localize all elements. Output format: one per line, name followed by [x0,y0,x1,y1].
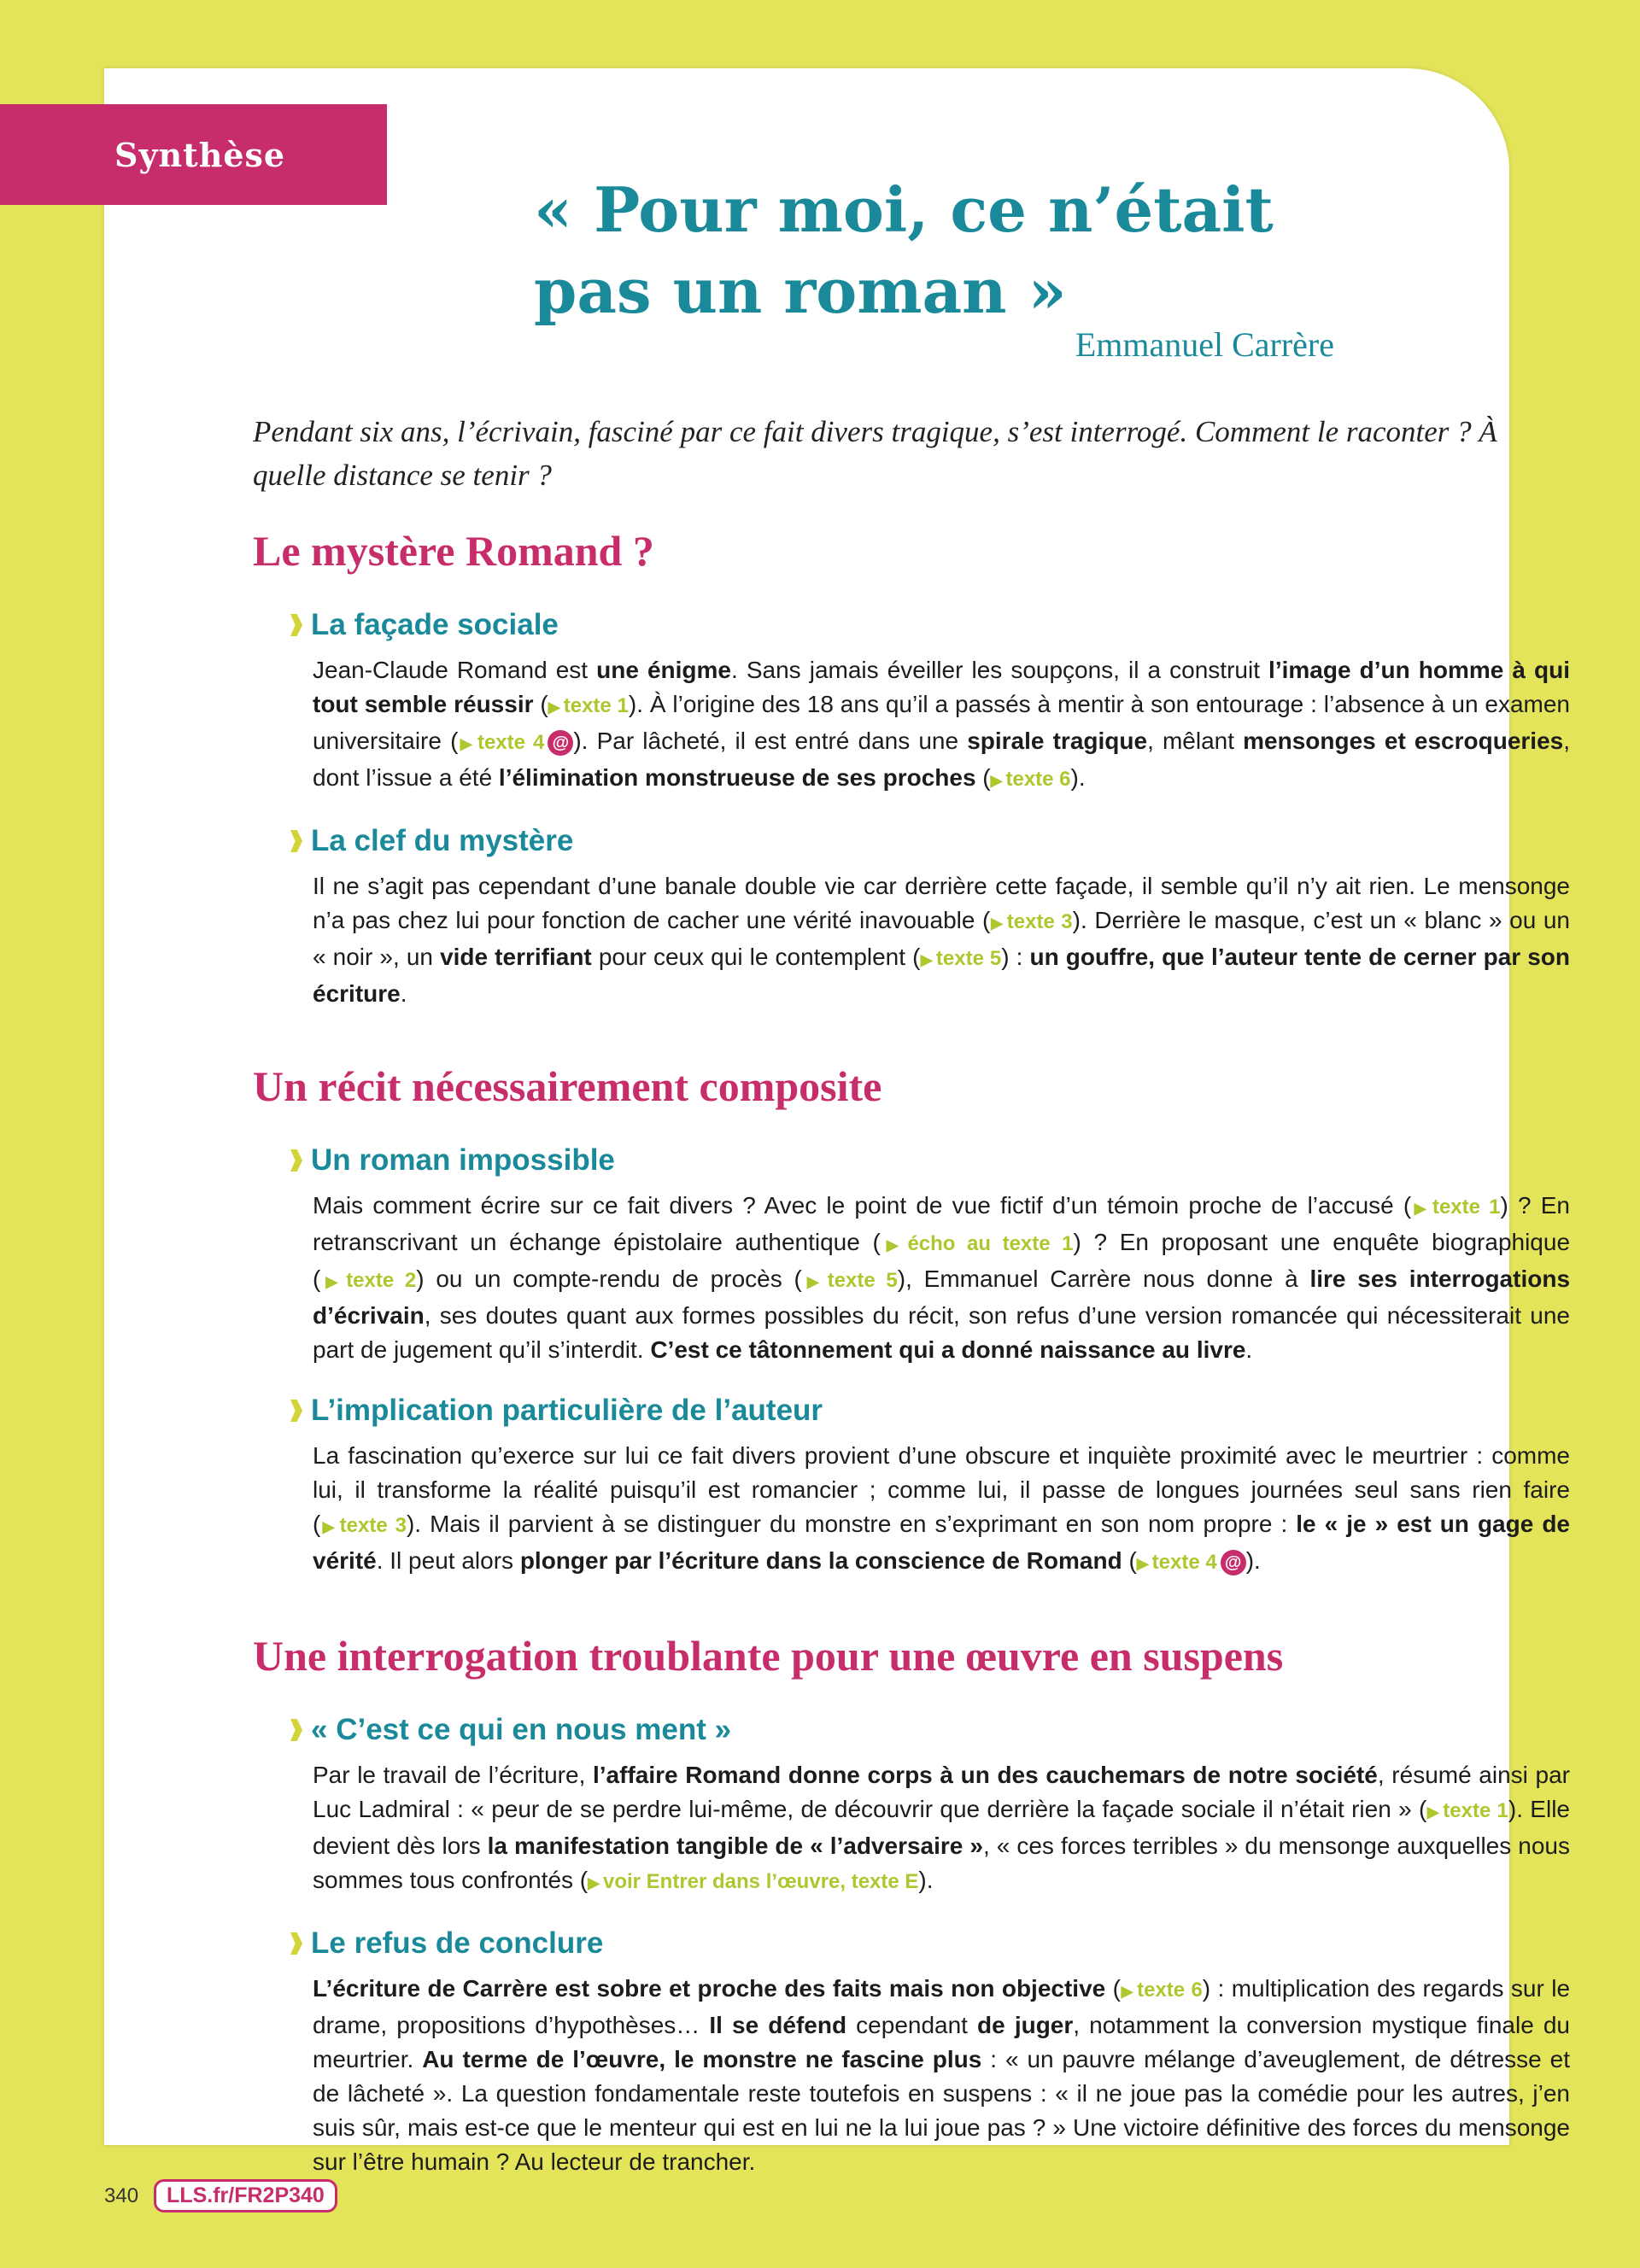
chevron-marker-icon [290,614,302,636]
subsection [313,1922,1570,2179]
chevron-marker-icon [290,1719,302,1741]
subsection [313,1389,1570,1581]
section [253,517,1570,1011]
play-arrow-icon: ▶ [880,1236,905,1254]
bold-text: plonger par l’écriture dans la conscience de Romand [519,1547,1122,1574]
play-arrow-icon: ▶ [548,699,560,716]
bold-text: l’image d’un homme à qui tout semble réussir [313,657,1570,717]
cross-reference-link[interactable] [920,947,1001,970]
section [253,1622,1570,2179]
cross-reference-link[interactable] [548,694,629,717]
cross-reference-label: texte 3 [339,1514,407,1537]
bold-text: Au terme de l’œuvre, le monstre ne fascine plus [422,2046,982,2072]
intro-text: Pendant six ans, l’écrivain, fasciné par ce fait divers tragique, s’est interrogé. Comment le raconter ? À quelle distance se tenir ? [253,415,1497,492]
section-tag: Synthèse [0,104,387,205]
cross-reference-link[interactable] [320,1514,407,1537]
cross-reference-label: texte 6 [1137,1979,1203,2002]
play-arrow-icon: ▶ [1426,1803,1440,1821]
subsection-title-text: Un roman impossible [311,1143,615,1177]
cross-reference-label: texte 6 [1005,768,1071,791]
cross-reference-label: écho au texte 1 [907,1232,1074,1255]
play-arrow-icon: ▶ [990,915,1004,932]
resource-link[interactable]: LLS.fr/FR2P340 [154,2179,337,2212]
section [253,1052,1570,1581]
play-arrow-icon: ▶ [990,772,1003,789]
chevron-marker-icon [290,830,302,852]
subsection-title [313,1389,1570,1432]
page-footer [104,2179,337,2212]
cross-reference-label: texte 1 [563,694,629,717]
cross-reference-link[interactable] [458,731,544,754]
cross-reference-label: texte 3 [1006,910,1073,933]
cross-reference-link[interactable] [1411,1195,1500,1219]
cross-reference-link[interactable] [802,1269,898,1292]
cross-reference-link[interactable] [1121,1979,1203,2002]
cross-reference-link[interactable] [320,1269,416,1292]
subsection-title-text: « C’est ce qui en nous ment » [311,1713,732,1746]
chevron-marker-icon [290,1932,302,1955]
subsection-title [313,1709,1570,1751]
subsection-paragraph: Jean-Claude Romand est une énigme. Sans jamais éveiller les soupçons, il a construit l’image d’un homme à qui tout semble réussir (▶ texte 1). À l’origine des 18 ans qu’il a passés à mentir à son entourage : l’absence à un examen universitaire (▶ texte 4 @ ). Par lâcheté, il est entré dans une spirale tragique, mêlant mensonges et escroqueries, dont l’issue a été l’élimination monstrueuse de ses proches (▶ texte 6). [313,657,1571,791]
bold-text: L’écriture de Carrère est sobre et proche des faits mais non objective [313,1975,1106,2002]
bold-text: une énigme [596,657,732,683]
online-resource-icon[interactable]: @ [548,730,573,756]
play-arrow-icon: ▶ [588,1874,600,1891]
subsection-title-text: La clef du mystère [311,824,574,857]
synthesis-content [253,517,1570,2201]
bold-text: Il se défend [709,2012,847,2038]
section-title: Une interrogation troublante pour une œuvre en suspens [253,1632,1284,1680]
cross-reference-label: texte 1 [1443,1799,1508,1822]
cross-reference-label: texte 4 [477,731,545,754]
subsection-title-text: La façade sociale [311,608,559,641]
subsection [313,820,1570,1011]
subsection-paragraph: Par le travail de l’écriture, l’affaire Romand donne corps à un des cauchemars de notre société, résumé ainsi par Luc Ladmiral : « peur de se perdre lui-même, de découvrir que derrière la façade sociale il n’était rien » (▶ texte 1). Elle devient dès lors la manifestation tangible de « l’adversaire », « ces forces terribles » du mensonge auxquelles nous sommes tous confrontés (▶ voir Entrer dans l’œuvre, texte E). [313,1762,1570,1893]
cross-reference-label: texte 4 [1151,1551,1217,1574]
bold-text: vide terrifiant [440,944,592,970]
subsection-paragraph: Il ne s’agit pas cependant d’une banale double vie car derrière cette façade, il semble qu’il n’y ait rien. Le mensonge n’a pas chez lui pour fonction de cacher une vérité inavouable (▶ texte 3). Derrière le masque, c’est un « blanc » ou un « noir », un vide terrifiant pour ceux qui le contemplent (▶ texte 5) : un gouffre, que l’auteur tente de cerner par son écriture. [313,873,1571,1007]
chevron-marker-icon [290,1400,302,1422]
title-line-1: « Pour moi, ce n’était [534,173,1274,246]
bold-text: un gouffre, que l’auteur tente de cerner par son écriture [313,944,1571,1007]
chevron-marker-icon [290,1149,302,1172]
cross-reference-link[interactable] [990,910,1072,933]
play-arrow-icon: ▶ [1120,1983,1134,2000]
bold-text: lire ses interrogations d’écrivain [313,1266,1571,1329]
online-resource-icon[interactable]: @ [1221,1550,1246,1575]
cross-reference-label: texte 2 [346,1269,417,1292]
subsection-title-text: Le refus de conclure [311,1926,604,1960]
bold-text: le « je » est un gage de vérité [313,1511,1570,1574]
subsection-title [313,1922,1570,1965]
play-arrow-icon: ▶ [320,1273,343,1290]
play-arrow-icon: ▶ [320,1518,337,1535]
play-arrow-icon: ▶ [1411,1200,1429,1217]
cross-reference-label: texte 5 [827,1269,898,1292]
cross-reference-link[interactable] [881,1232,1074,1255]
title-line-2: pas un roman » [534,254,1067,327]
bold-text: spirale tragique [967,728,1148,754]
subsection [313,1709,1570,1900]
subsection-title [313,604,1570,646]
subsection-paragraph: La fascination qu’exerce sur lui ce fait divers provient d’une obscure et inquiète proximité avec le meurtrier : comme lui, il transforme la réalité puisqu’il est romancier ; comme lui, il passe de longues journées seul sans rien faire (▶ texte 3). Mais il parvient à se distinguer du monstre en s’exprimant en son nom propre : le « je » est un gage de vérité. Il peut alors plonger par l’écriture dans la conscience de Romand (▶ texte 4 @ ). [313,1442,1570,1574]
cross-reference-link[interactable] [588,1870,918,1893]
bold-text: mensonges et escroqueries [1243,728,1564,754]
subsection [313,1139,1570,1367]
bold-text: l’élimination monstrueuse de ses proches [498,764,976,791]
page-number: 340 [104,2183,139,2207]
section-title: Un récit nécessairement composite [253,1062,882,1110]
bold-text: de juger [977,2012,1074,2038]
subsection-title [313,1139,1570,1182]
play-arrow-icon: ▶ [1136,1555,1149,1572]
bold-text: la manifestation tangible de « l’adversaire » [487,1833,983,1859]
play-arrow-icon: ▶ [801,1273,824,1290]
cross-reference-link[interactable] [1426,1799,1508,1822]
subsection [313,604,1570,798]
cross-reference-link[interactable] [1137,1551,1217,1574]
subsection-title-text: L’implication particulière de l’auteur [311,1394,823,1427]
cross-reference-link[interactable] [991,768,1071,791]
page-card [104,68,1571,2175]
cross-reference-label: voir Entrer dans l’œuvre, texte E [602,1870,919,1893]
subsection-paragraph: L’écriture de Carrère est sobre et proche des faits mais non objective (▶ texte 6) : multiplication des regards sur le drame, propositions d’hypothèses… Il se défend cependant de juger, notamment la conversion mystique finale du meurtrier. Au terme de l’œuvre, le monstre ne fascine plus : « un pauvre mélange d’aveuglement, de détresse et de lâcheté ». La question fondamentale reste toutefois en suspens : « il ne joue pas la comédie pour les autres, j’en suis sûr, mais est-ce que le menteur qui est en lui ne la lui joue pas ? » Une victoire définitive des forces du mensonge sur l’être humain ? Au lecteur de trancher. [313,1975,1571,2175]
bold-text: C’est ce tâtonnement qui a donné naissance au livre [650,1336,1246,1363]
cross-reference-label: texte 1 [1432,1195,1501,1219]
bold-text: l’affaire Romand donne corps à un des cauchemars de notre société [593,1762,1378,1788]
subsection-title [313,820,1570,862]
cross-reference-label: texte 5 [935,947,1002,970]
subsection-paragraph: Mais comment écrire sur ce fait divers ? Avec le point de vue fictif d’un témoin proche de l’accusé (▶ texte 1) ? En retranscrivant un échange épistolaire authentique (▶ écho au texte 1) ? En proposant une enquête biographique (▶ texte 2) ou un compte-rendu de procès (▶ texte 5), Emmanuel Carrère nous donne à lire ses interrogations d’écrivain, ses doutes quant aux formes possibles du récit, son refus d’une version romancée qui nécessiterait une part de jugement qu’il s’interdit. C’est ce tâtonnement qui a donné naissance au livre. [313,1192,1571,1363]
author-name: Emmanuel Carrère [1075,325,1334,364]
play-arrow-icon: ▶ [458,735,474,752]
section-title: Le mystère Romand ? [253,527,654,575]
page-title [534,169,1473,331]
play-arrow-icon: ▶ [920,951,933,968]
